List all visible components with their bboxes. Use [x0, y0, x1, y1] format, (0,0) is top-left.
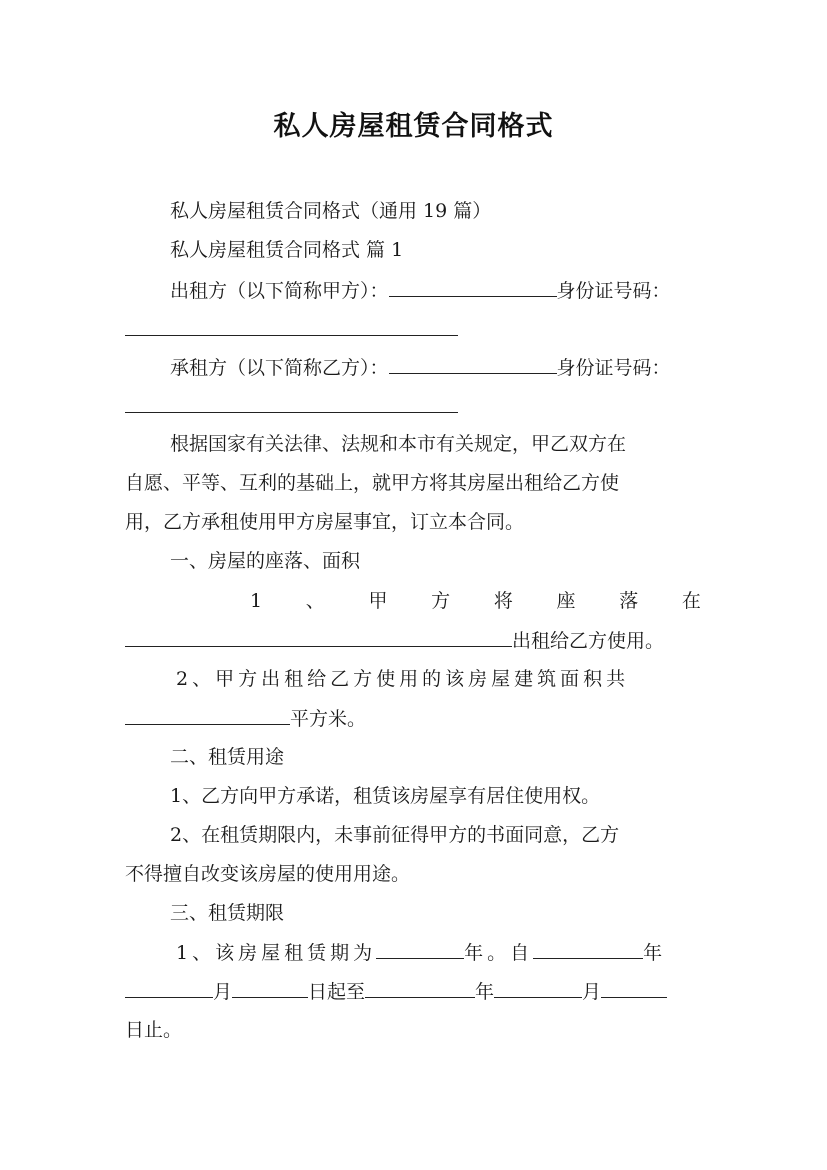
lessor-name-blank	[389, 278, 557, 297]
lessee-label: 承租方（以下简称乙方）：	[170, 357, 389, 379]
s1-item1-tail-line	[125, 628, 664, 653]
s2-item1: 1、乙方向甲方承诺，租赁该房屋享有居住使用权。	[170, 785, 601, 807]
lessor-id-blank	[125, 317, 458, 336]
s1-item1-char: 座	[556, 590, 576, 612]
term-years-blank	[376, 940, 464, 959]
start-month-blank	[125, 979, 213, 998]
s3-dates-line	[125, 979, 667, 1004]
lessee-id-label: 身份证号码：	[556, 357, 671, 379]
s1-item1-tail: 出租给乙方使用。	[512, 630, 665, 652]
area-blank	[125, 706, 290, 725]
s1-item1-char: 在	[681, 590, 701, 612]
s3-year-label: 年	[475, 981, 495, 1003]
s1-item1-char: 、	[305, 590, 325, 612]
s1-item2-line: 2、甲方出租给乙方使用的该房屋建筑面积共	[176, 668, 630, 690]
s3-item1-c: 年	[643, 942, 667, 964]
s3-end: 日止。	[125, 1019, 183, 1041]
subtitle: 私人房屋租赁合同格式（通用 19 篇）	[170, 200, 492, 222]
lessor-id-line	[125, 317, 458, 342]
s1-item1-char: 方	[431, 590, 451, 612]
s3-item1-line	[176, 940, 666, 965]
page-title: 私人房屋租赁合同格式	[273, 111, 554, 142]
s1-item1-line	[250, 589, 701, 613]
s3-month-label-2: 月	[582, 981, 602, 1003]
s2-item2-a: 2、在租赁期限内，未事前征得甲方的书面同意，乙方	[170, 824, 620, 846]
section2-title: 二、租赁用途	[170, 746, 285, 768]
start-day-blank	[232, 979, 308, 998]
s2-item2-b: 不得擅自改变该房屋的使用用途。	[125, 863, 411, 885]
intro-line-3: 用，乙方承租使用甲方房屋事宜，订立本合同。	[125, 511, 525, 533]
location-blank	[125, 628, 512, 647]
part-heading: 私人房屋租赁合同格式 篇 1	[170, 239, 404, 261]
lessor-id-label: 身份证号码：	[556, 280, 671, 302]
end-month-blank	[494, 979, 582, 998]
section1-title: 一、房屋的座落、面积	[170, 550, 361, 572]
end-day-blank	[601, 979, 667, 998]
s1-item1-char: 甲	[368, 590, 388, 612]
section3-title: 三、租赁期限	[170, 902, 285, 924]
lessee-id-blank	[125, 394, 458, 413]
end-year-blank	[365, 979, 475, 998]
s3-day-from: 日起至	[308, 981, 366, 1003]
start-year-blank	[533, 940, 643, 959]
lessee-id-line	[125, 394, 458, 419]
intro-line-2: 自愿、平等、互利的基础上，就甲方将其房屋出租给乙方使	[125, 472, 620, 494]
s3-item1-a: 1、该房屋租赁期为	[176, 942, 377, 964]
s1-item1-char: 1	[250, 590, 263, 612]
s1-item2-tail-line	[125, 706, 366, 731]
intro-line-1: 根据国家有关法律、法规和本市有关规定，甲乙双方在	[170, 433, 627, 455]
s3-item1-b: 年。自	[464, 942, 534, 964]
s3-month-label: 月	[213, 981, 233, 1003]
lessee-name-blank	[389, 355, 557, 374]
lessor-line	[170, 278, 671, 303]
s1-item2-tail: 平方米。	[290, 708, 367, 730]
s1-item1-char: 落	[619, 590, 639, 612]
lessee-line	[170, 355, 671, 380]
lessor-label: 出租方（以下简称甲方）：	[170, 280, 389, 302]
s1-item1-char: 将	[493, 590, 513, 612]
